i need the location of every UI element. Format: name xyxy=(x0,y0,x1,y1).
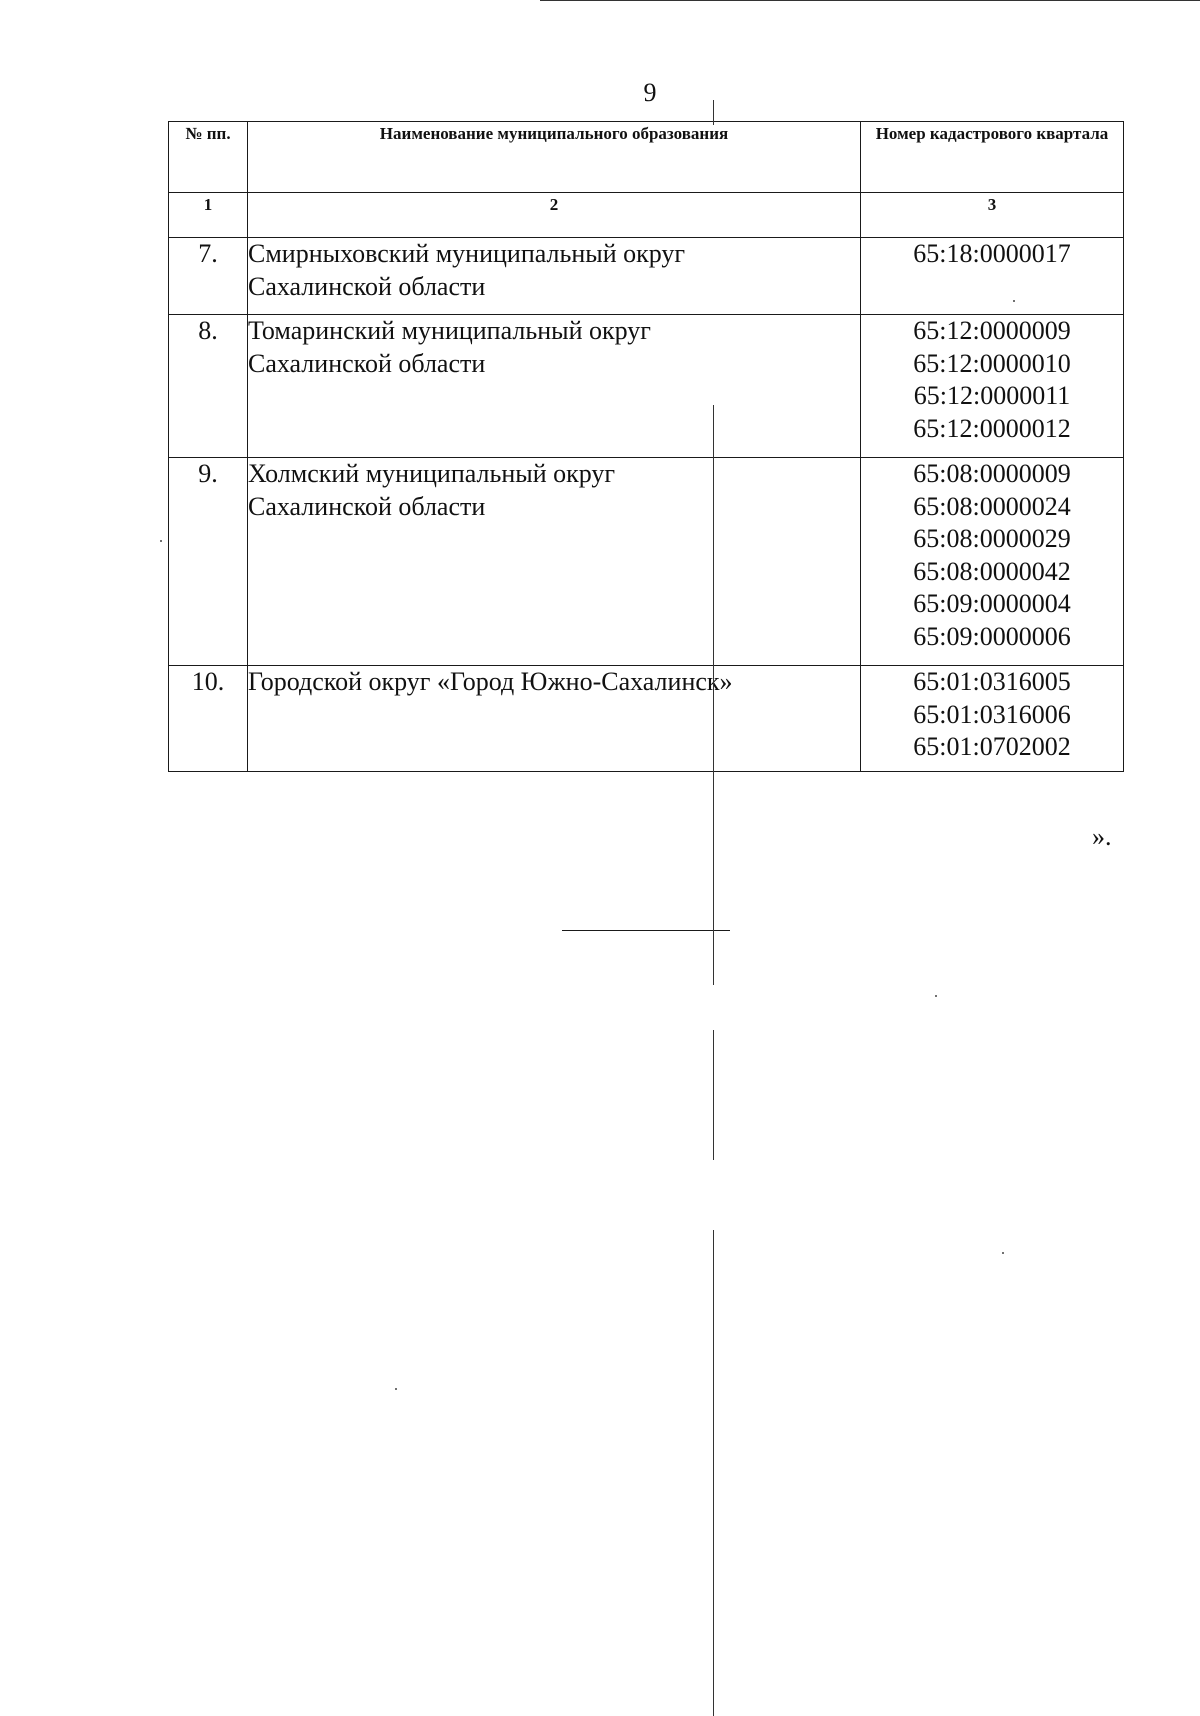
row-index: 10. xyxy=(169,666,248,772)
cadastral-code: 65:09:0000006 xyxy=(913,621,1071,651)
cadastral-code: 65:12:0000009 xyxy=(913,316,1071,345)
cadastral-code: 65:01:0702002 xyxy=(913,732,1071,761)
cadastral-code: 65:08:0000042 xyxy=(913,556,1071,586)
cadastral-code: 65:18:0000017 xyxy=(913,239,1071,268)
cadastral-table xyxy=(168,121,1124,772)
scan-speck xyxy=(935,995,937,997)
cadastral-code: 65:12:0000010 xyxy=(913,348,1071,378)
header-index: № пп. xyxy=(169,122,248,193)
cadastral-code: 65:08:0000024 xyxy=(913,491,1071,521)
name-line: Холмский муниципальный округ xyxy=(248,459,616,488)
cadastral-code: 65:12:0000012 xyxy=(913,413,1071,443)
cadastral-code: 65:12:0000011 xyxy=(913,381,1071,410)
scan-speck xyxy=(395,1388,397,1390)
scan-speck xyxy=(1013,300,1015,302)
row-index: 9. xyxy=(169,458,248,666)
header-name: Наименование муниципального образования xyxy=(248,122,861,193)
table-row xyxy=(169,315,1124,458)
scan-fold-line xyxy=(713,100,714,125)
municipality-name xyxy=(248,458,861,666)
column-number-row xyxy=(169,193,1124,238)
table-header-row xyxy=(169,122,1124,193)
scan-fold-line xyxy=(713,1230,714,1716)
row-index: 7. xyxy=(169,238,248,315)
scan-speck xyxy=(160,540,162,542)
name-line: Смирныховский муниципальный округ xyxy=(248,239,686,268)
table-row xyxy=(169,666,1124,772)
closing-quote-mark: ». xyxy=(1092,822,1112,851)
municipality-name xyxy=(248,238,861,315)
name-line: Сахалинской области xyxy=(248,348,486,378)
name-line: Городской округ «Город Южно-Сахалинск» xyxy=(248,667,733,696)
scan-fold-line xyxy=(713,1030,714,1160)
name-line: Томаринский муниципальный округ xyxy=(248,316,651,345)
municipality-name xyxy=(248,315,861,458)
cadastral-codes xyxy=(861,458,1124,666)
row-index: 8. xyxy=(169,315,248,458)
cadastral-code: 65:08:0000009 xyxy=(913,459,1071,488)
table-row xyxy=(169,238,1124,315)
cadastral-code: 65:01:0316005 xyxy=(913,667,1071,696)
cadastral-codes xyxy=(861,315,1124,458)
scan-border-top xyxy=(540,0,1200,1)
column-number: 3 xyxy=(861,193,1124,238)
cadastral-code: 65:01:0316006 xyxy=(913,699,1071,729)
page-number: 9 xyxy=(643,78,657,107)
scan-fold-line xyxy=(713,405,714,985)
column-number: 2 xyxy=(248,193,861,238)
header-code: Номер кадастрового квартала xyxy=(861,122,1124,193)
cadastral-codes xyxy=(861,666,1124,772)
column-number: 1 xyxy=(169,193,248,238)
scan-speck xyxy=(1002,1252,1004,1254)
municipality-name xyxy=(248,666,861,772)
name-line: Сахалинской области xyxy=(248,491,486,521)
table-row xyxy=(169,458,1124,666)
end-of-document-rule xyxy=(562,930,730,931)
cadastral-code: 65:09:0000004 xyxy=(913,589,1071,618)
cadastral-codes xyxy=(861,238,1124,315)
cadastral-code: 65:08:0000029 xyxy=(913,524,1071,553)
name-line: Сахалинской области xyxy=(248,271,486,301)
